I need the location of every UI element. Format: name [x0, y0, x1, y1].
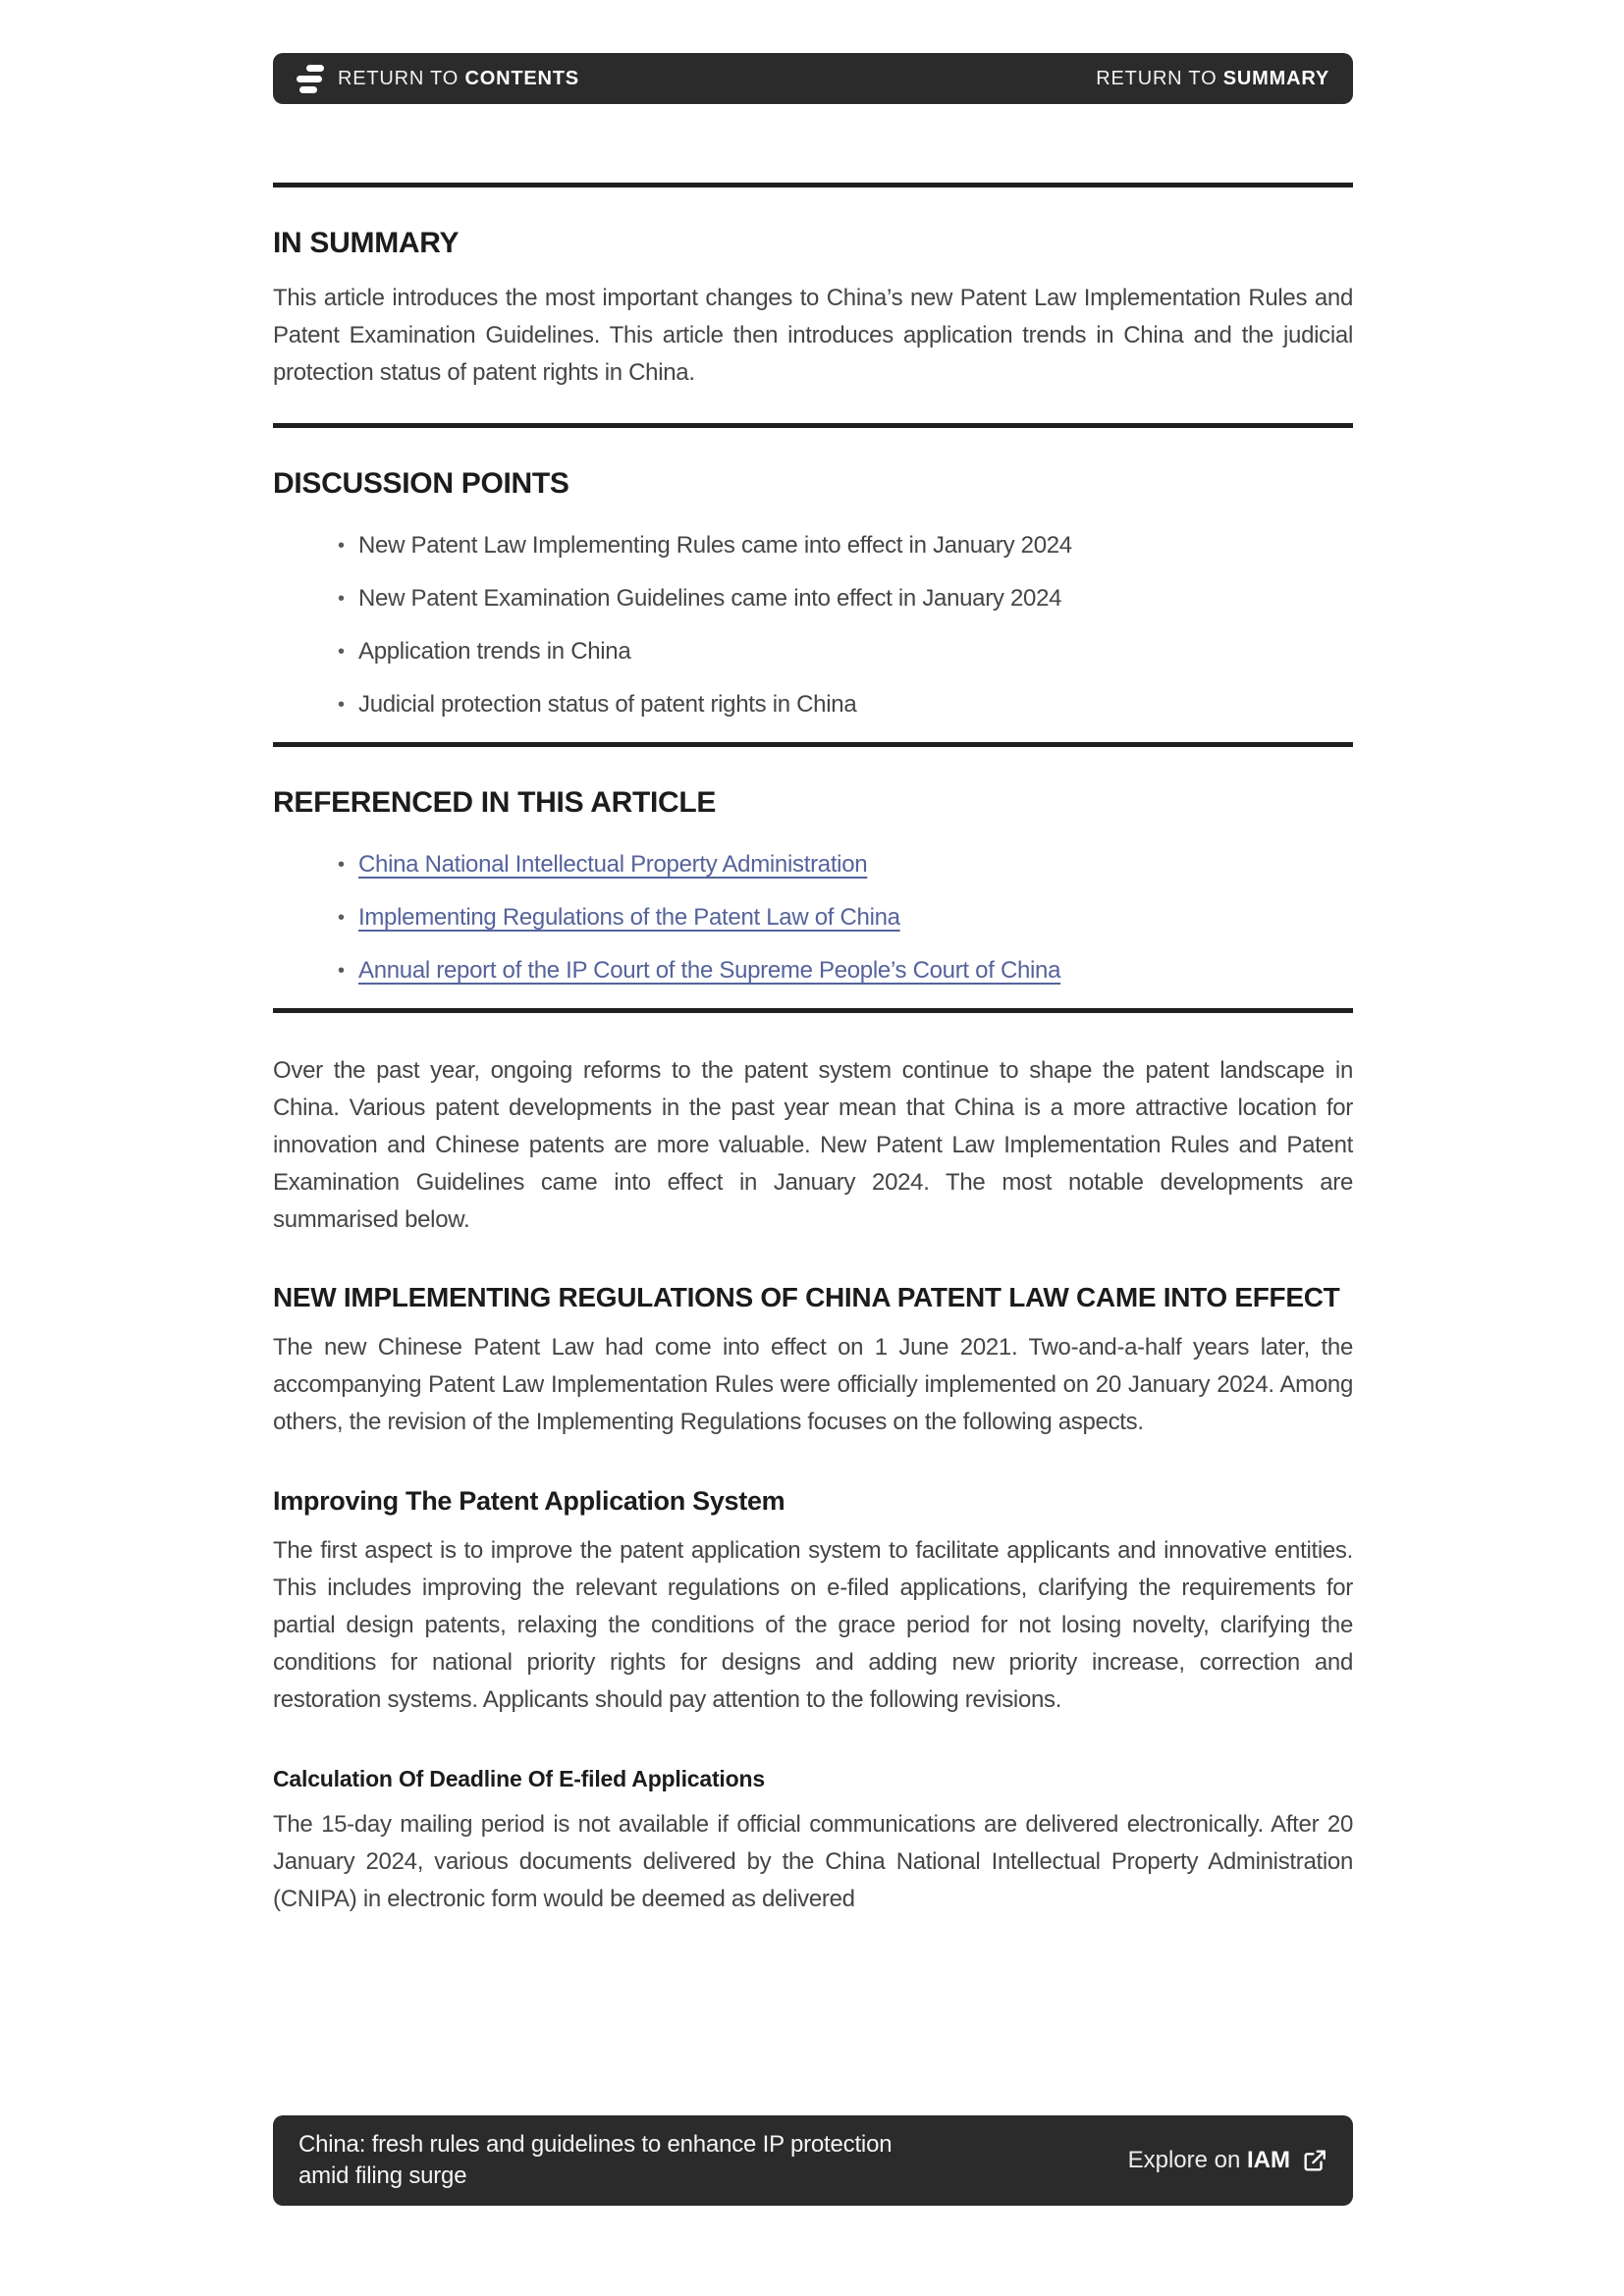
return-to-contents-button[interactable]	[297, 65, 579, 93]
section2-paragraph: The first aspect is to improve the patent application system to facilitate applicants and innovative entities. This includes improving the relevant regulations on e-filed applications, clarifying the requirements for partial design patents, relaxing the conditions of the grace period for not losing novelty, clarifying the conditions for national priority rights for designs and adding new priority increase, correction and restoration systems. Applicants should pay attention to the following revisions.	[273, 1537, 1353, 1713]
section-heading-new-implementing-regulations: NEW IMPLEMENTING REGULATIONS OF CHINA PATENT LAW CAME INTO EFFECT	[273, 1282, 1340, 1312]
discussion-points-list	[273, 530, 1353, 720]
section-divider	[273, 1008, 1353, 1013]
return-to-summary-label: RETURN TO SUMMARY	[1096, 67, 1329, 89]
in-summary-paragraph: This article introduces the most important changes to China’s new Patent Law Implementation Rules and Patent Examination Guidelines. This article then introduces application trends in China and the judicial protection status of patent rights in China.	[273, 285, 1353, 386]
section-divider	[273, 423, 1353, 428]
external-link-icon	[1302, 2148, 1327, 2173]
referenced-link-item	[273, 955, 1353, 986]
referenced-link-item	[273, 902, 1353, 933]
referenced-links-list	[273, 849, 1353, 986]
section-divider	[273, 183, 1353, 187]
discussion-point-item: • Application trends in China	[273, 636, 1353, 667]
discussion-point-item: • New Patent Examination Guidelines came into effect in January 2024	[273, 583, 1353, 614]
footer-bar	[273, 2115, 1353, 2206]
section3-paragraph: The 15-day mailing period is not available if official communications are delivered electronically. After 20 January 2024, various documents delivered by the China National Intellectual Property Administration (CNIPA) in electronic form would be deemed as delivered	[273, 1811, 1353, 1912]
subsection-heading-deadline-calculation: Calculation Of Deadline Of E-filed Applications	[273, 1766, 765, 1791]
annual-report-link[interactable]: Annual report of the IP Court of the Supreme People’s Court of China	[358, 957, 1061, 984]
discussion-point-item: • New Patent Law Implementing Rules came into effect in January 2024	[273, 530, 1353, 561]
article-column	[273, 183, 1353, 1918]
top-navigation-bar	[273, 53, 1353, 104]
implementing-regulations-link[interactable]: Implementing Regulations of the Patent Law of China	[358, 904, 900, 931]
referenced-heading: REFERENCED IN THIS ARTICLE	[273, 786, 717, 819]
contents-list-icon	[297, 65, 324, 93]
subsection-heading-improving-application-system: Improving The Patent Application System	[273, 1486, 785, 1516]
return-to-contents-label: RETURN TO CONTENTS	[338, 67, 579, 89]
section-divider	[273, 742, 1353, 747]
footer-article-title: China: fresh rules and guidelines to enhance IP protection amid filing surge	[298, 2131, 893, 2189]
discussion-points-heading: DISCUSSION POINTS	[273, 467, 569, 500]
cnipa-link[interactable]: China National Intellectual Property Administration	[358, 851, 868, 878]
referenced-link-item	[273, 849, 1353, 880]
section1-paragraph: The new Chinese Patent Law had come into effect on 1 June 2021. Two-and-a-half years later, the accompanying Patent Law Implementation Rules were officially implemented on 20 January 2024. Among others, the revision of the Implementing Regulations focuses on the following aspects.	[273, 1334, 1353, 1435]
in-summary-heading: IN SUMMARY	[273, 227, 460, 259]
intro-paragraph: Over the past year, ongoing reforms to the patent system continue to shape the patent landscape in China. Various patent developments in the past year mean that China is a more attractive location for innovation and Chinese patents are more valuable. New Patent Law Implementation Rules and Patent Examination Guidelines came into effect in January 2024. The most notable developments are summarised below.	[273, 1057, 1353, 1233]
return-to-summary-button[interactable]	[1096, 68, 1329, 90]
discussion-point-item: • Judicial protection status of patent rights in China	[273, 689, 1353, 720]
explore-on-iam-label: Explore on IAM	[1127, 2147, 1290, 2173]
explore-on-iam-button[interactable]	[1128, 2147, 1327, 2174]
